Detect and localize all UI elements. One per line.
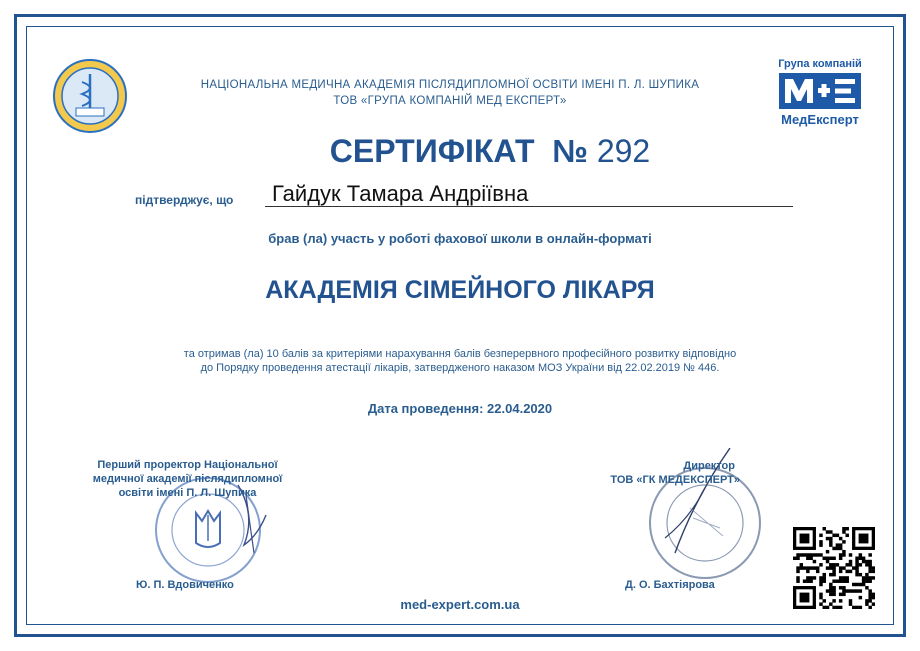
school-name: АКАДЕМІЯ СІМЕЙНОГО ЛІКАРЯ [265,276,655,304]
points-text-line2: до Порядку проведення атестації лікарів, затвердженого наказом МОЗ України від 22.02.2019 № 446. [200,362,720,374]
right-signer-title-line2: ТОВ «ГК МЕДЕКСПЕРТ» [610,474,740,486]
logo-group-label: Група компаній [778,58,862,70]
right-signer-name: Д. О. Бахтіярова [625,579,715,591]
recipient-name: Гайдук Тамара Андріївна [272,181,529,206]
left-signer-title-line1: Перший проректор Національної [97,459,278,471]
number-sign: № [552,133,588,169]
left-signer-name: Ю. П. Вдовиченко [136,579,234,591]
left-signer-title-line3: освіти імені П. Л. Шупика [118,487,257,499]
participation-text: брав (ла) участь у роботі фахової школи в онлайн-форматі [268,231,652,246]
company-name: ТОВ «ГРУПА КОМПАНІЙ МЕД ЕКСПЕРТ» [333,95,567,107]
me-plus-e-icon [779,73,861,109]
points-text-line1: та отримав (ла) 10 балів за критеріями нарахування балів безперервного професійного розвитку відповідно [183,348,737,360]
event-date: Дата проведення: 22.04.2020 [367,401,553,416]
website-url: med-expert.com.ua [400,597,520,612]
academy-logo [52,58,128,134]
left-signer-title-line2: медичної академії післядипломної [92,473,283,485]
confirms-label: підтверджує, що [135,193,234,207]
certificate-title [240,133,740,170]
logo-brand-name: МедЕксперт [781,112,859,127]
right-signer-title-line1: Директор [683,460,735,472]
certificate-title-word: СЕРТИФІКАТ [329,133,535,169]
medexpert-logo [775,58,865,127]
academy-name: НАЦІОНАЛЬНА МЕДИЧНА АКАДЕМІЯ ПІСЛЯДИПЛОМНОЇ ОСВІТИ ІМЕНІ П. Л. ШУПИКА [200,79,700,91]
qr-code [793,527,875,609]
certificate-number: 292 [596,133,651,169]
